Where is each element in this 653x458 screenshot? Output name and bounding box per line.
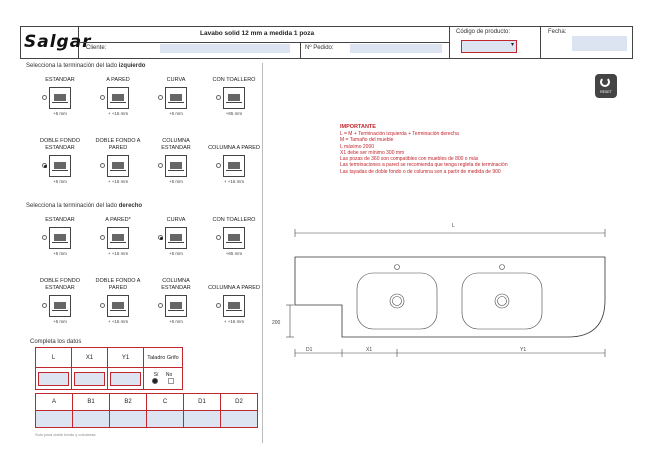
option-dim: + +16 mm xyxy=(107,179,129,184)
d1-dim-label: D1 xyxy=(306,347,313,353)
fondo-table xyxy=(35,393,258,428)
fondo-input[interactable] xyxy=(221,411,258,428)
taladro-no-checkbox[interactable] xyxy=(168,378,174,384)
option-dim: + +16 mm xyxy=(223,319,245,324)
option-radio[interactable] xyxy=(100,95,105,100)
finish-illustration-icon xyxy=(49,227,71,249)
finish-illustration-icon xyxy=(107,227,129,249)
finish-illustration-icon xyxy=(49,155,71,177)
x1-input[interactable] xyxy=(74,372,105,386)
fondo-input[interactable] xyxy=(73,411,110,428)
y1-cell xyxy=(108,368,144,390)
taladro-no-label: No xyxy=(165,371,173,378)
fondo-input[interactable] xyxy=(147,411,184,428)
date-field[interactable] xyxy=(572,36,627,51)
right_finish-option[interactable] xyxy=(92,276,144,326)
finish-illustration-icon xyxy=(223,87,245,109)
option-label: COLUMNA A PARED xyxy=(208,144,260,151)
option-radio[interactable] xyxy=(158,95,163,100)
taladro-header: Taladro Grifo xyxy=(144,348,183,368)
right_finish-option[interactable] xyxy=(150,208,202,258)
x1-cell xyxy=(72,368,108,390)
option-dim: +65 mm xyxy=(225,251,243,256)
brand-logo: Salgar xyxy=(24,32,92,52)
reset-button-label: RESET xyxy=(600,90,612,94)
option-dim: + +16 mm xyxy=(107,111,129,116)
fondo-input[interactable] xyxy=(36,411,73,428)
finish-illustration-icon xyxy=(107,295,129,317)
refresh-icon xyxy=(600,77,610,87)
notes-title: IMPORTANTE xyxy=(340,124,376,130)
option-label: COLUMNA ESTANDAR xyxy=(161,138,191,151)
option-radio[interactable] xyxy=(158,163,163,168)
note-line: Las tayadas de doble fondo o de columna son a partir de medida de 900 xyxy=(340,168,501,175)
option-label: DOBLE FONDO A PARED xyxy=(95,278,141,291)
order-label: Nº Pedido: xyxy=(305,45,334,51)
fondo-col-header: C xyxy=(147,394,184,411)
notes-list xyxy=(340,131,508,175)
option-label: DOBLE FONDO ESTANDAR xyxy=(39,138,81,151)
taladro-cell xyxy=(144,368,183,390)
option-label: CURVA xyxy=(166,216,186,223)
fondo-col-header: A xyxy=(36,394,73,411)
taladro-si-radio[interactable] xyxy=(152,378,158,384)
note-line: L máximo 2000 xyxy=(340,143,374,150)
fondo-input[interactable] xyxy=(184,411,221,428)
note-line: Las terminaciones a pared se recomienda que tenga regleta de terminación xyxy=(340,162,508,169)
order-field[interactable] xyxy=(350,44,442,53)
fondo-col-header: B2 xyxy=(110,394,147,411)
option-radio[interactable] xyxy=(42,95,47,100)
option-dim: + +16 mm xyxy=(107,319,129,324)
fondo-col-header: B1 xyxy=(73,394,110,411)
finish-illustration-icon xyxy=(107,87,129,109)
right-finish-title-side: derecho xyxy=(118,203,143,209)
left_finish-option[interactable] xyxy=(92,136,144,186)
right_finish-option[interactable] xyxy=(150,276,202,326)
finish-illustration-icon xyxy=(223,227,245,249)
finish-illustration-icon xyxy=(165,227,187,249)
left_finish-option[interactable] xyxy=(92,68,144,118)
option-dim: +5 mm xyxy=(53,179,67,184)
option-dim: + +16 mm xyxy=(107,251,129,256)
y1-dim-label: Y1 xyxy=(520,347,527,353)
header-divider xyxy=(79,42,449,43)
note-line: M = Tamaño del mueble xyxy=(340,137,394,144)
header-divider-v3 xyxy=(300,42,301,59)
right-finish-title-prefix: Selecciona la terminación del lado xyxy=(26,203,119,209)
client-field[interactable] xyxy=(160,44,290,53)
taladro-si-label: Sí xyxy=(153,371,159,378)
pane-divider xyxy=(262,63,263,443)
client-label: Cliente: xyxy=(86,45,107,51)
option-label: COLUMNA ESTANDAR xyxy=(161,278,191,291)
dims-table xyxy=(35,347,183,390)
finish-illustration-icon xyxy=(165,155,187,177)
header-divider-v2 xyxy=(540,26,541,59)
option-radio[interactable] xyxy=(100,163,105,168)
option-radio[interactable] xyxy=(216,163,221,168)
option-dim: +5 mm xyxy=(53,111,67,116)
option-label: CON TOALLERO xyxy=(212,76,256,83)
left_finish-option[interactable] xyxy=(150,136,202,186)
finish-illustration-icon xyxy=(107,155,129,177)
note-line: Las pozas de 360 son compatibles con muebles de 800 o más xyxy=(340,156,479,163)
reset-button[interactable] xyxy=(595,74,617,98)
finish-illustration-icon xyxy=(49,87,71,109)
option-radio[interactable] xyxy=(42,235,47,240)
left-finish-title-prefix: Selecciona la terminación del lado xyxy=(26,63,119,69)
y1-input[interactable] xyxy=(110,372,141,386)
option-dim: +5 mm xyxy=(169,319,183,324)
finish-illustration-icon xyxy=(165,295,187,317)
l-input[interactable] xyxy=(38,372,69,386)
option-label: COLUMNA A PARED xyxy=(208,284,260,291)
header-divider-v1 xyxy=(449,26,450,59)
finish-illustration-icon xyxy=(49,295,71,317)
option-label: CON TOALLERO xyxy=(212,216,256,223)
page-title: Lavabo solid 12 mm a medida 1 poza xyxy=(200,30,315,37)
left_finish-option[interactable] xyxy=(208,136,260,186)
option-dim: +65 mm xyxy=(225,111,243,116)
sink-drawing xyxy=(270,215,630,365)
fondo-input[interactable] xyxy=(110,411,147,428)
option-label: ESTANDAR xyxy=(45,216,75,223)
height-dim-label: 200 xyxy=(272,320,281,326)
l-cell xyxy=(36,368,72,390)
option-dim: +5 mm xyxy=(169,251,183,256)
option-dim: +5 mm xyxy=(169,179,183,184)
col-l-header: L xyxy=(36,348,72,368)
fondo-header-row xyxy=(36,394,258,411)
option-label: A PARED* xyxy=(105,216,131,223)
finish-illustration-icon xyxy=(223,155,245,177)
col-x1-header: X1 xyxy=(72,348,108,368)
data-section-title: Completa los datos xyxy=(30,339,82,345)
option-dim: +5 mm xyxy=(169,111,183,116)
top-dim-label: L xyxy=(452,223,455,229)
col-y1-header: Y1 xyxy=(108,348,144,368)
finish-illustration-icon xyxy=(223,295,245,317)
product-code-select[interactable] xyxy=(461,40,517,53)
footnote: Solo para doble fondo y columnas xyxy=(35,432,96,437)
option-label: A PARED xyxy=(106,76,130,83)
note-line: X1 debe ser mínimo 300 mm xyxy=(340,149,405,156)
fondo-col-header: D1 xyxy=(184,394,221,411)
right_finish-option[interactable] xyxy=(34,276,86,326)
chevron-down-icon: ▾ xyxy=(510,42,514,48)
option-radio[interactable] xyxy=(216,303,221,308)
fondo-col-header: D2 xyxy=(221,394,258,411)
date-label: Fecha: xyxy=(548,29,567,35)
option-radio[interactable] xyxy=(158,235,163,240)
option-radio[interactable] xyxy=(216,235,221,240)
note-line: L = M + Terminación izquierda + Terminación derecha xyxy=(340,131,459,137)
left-finish-title-side: izquierdo xyxy=(118,63,146,69)
finish-illustration-icon xyxy=(165,87,187,109)
option-label: ESTANDAR xyxy=(45,76,75,83)
right_finish-option[interactable] xyxy=(208,276,260,326)
option-radio[interactable] xyxy=(158,303,163,308)
left_finish-option[interactable] xyxy=(208,68,260,118)
right_finish-option[interactable] xyxy=(208,208,260,258)
left_finish-option[interactable] xyxy=(34,68,86,118)
option-radio[interactable] xyxy=(42,303,47,308)
right_finish-option[interactable] xyxy=(34,208,86,258)
option-label: DOBLE FONDO A PARED xyxy=(95,138,141,151)
option-radio[interactable] xyxy=(216,95,221,100)
option-dim: +5 mm xyxy=(53,251,67,256)
option-dim: +5 mm xyxy=(53,319,67,324)
left_finish-option[interactable] xyxy=(34,136,86,186)
option-radio[interactable] xyxy=(42,163,47,168)
fondo-input-row xyxy=(36,411,258,428)
option-label: CURVA xyxy=(166,76,186,83)
product-code-label: Código de producto: xyxy=(456,29,511,35)
x1-dim-label: X1 xyxy=(366,347,373,353)
option-radio[interactable] xyxy=(100,235,105,240)
left_finish-option[interactable] xyxy=(150,68,202,118)
option-radio[interactable] xyxy=(100,303,105,308)
option-dim: + +16 mm xyxy=(223,179,245,184)
right_finish-option[interactable] xyxy=(92,208,144,258)
option-label: DOBLE FONDO ESTANDAR xyxy=(39,278,81,291)
